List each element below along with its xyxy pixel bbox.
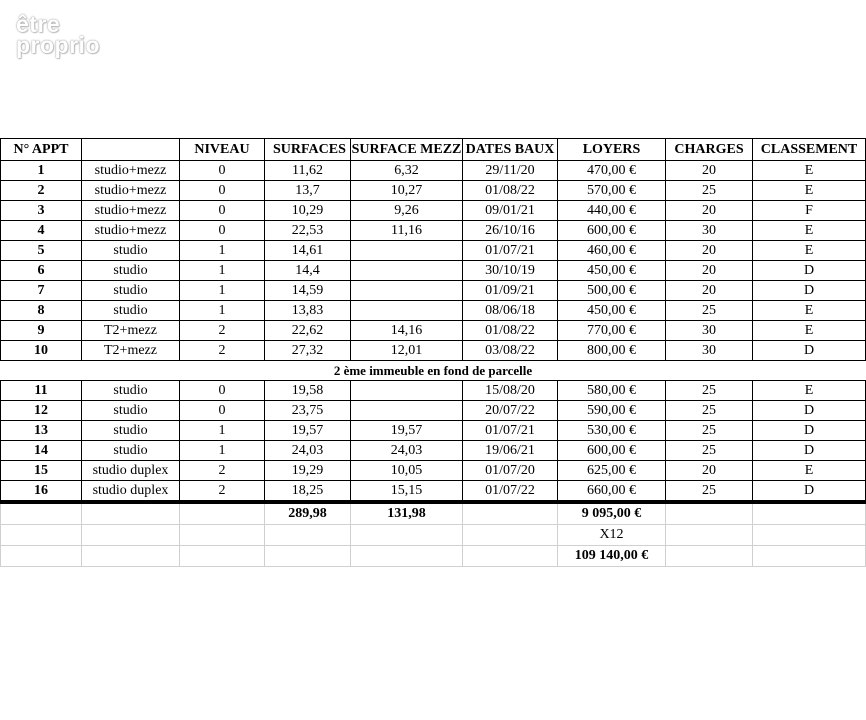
total-surface-mezz[interactable]: 131,98 — [351, 502, 463, 525]
cell-surface-mezz[interactable] — [351, 381, 463, 401]
cell-charges[interactable]: 25 — [666, 301, 753, 321]
cell-charges[interactable]: 20 — [666, 261, 753, 281]
cell-type[interactable]: studio+mezz — [82, 161, 180, 181]
cell-loyer[interactable]: 800,00 € — [558, 341, 666, 361]
cell-niveau[interactable]: 0 — [180, 381, 265, 401]
cell-appt-number[interactable]: 13 — [1, 421, 82, 441]
cell-surface[interactable]: 19,58 — [265, 381, 351, 401]
cell-loyer[interactable]: 450,00 € — [558, 301, 666, 321]
table-row — [1, 421, 866, 441]
table-row — [1, 481, 866, 503]
empty-cell[interactable] — [1, 502, 82, 525]
table-row — [1, 181, 866, 201]
cell-classement[interactable]: D — [753, 341, 866, 361]
cell-type[interactable]: studio+mezz — [82, 221, 180, 241]
cell-surface[interactable]: 13,7 — [265, 181, 351, 201]
cell-appt-number[interactable]: 8 — [1, 301, 82, 321]
cell-appt-number[interactable]: 2 — [1, 181, 82, 201]
cell-type[interactable]: studio — [82, 441, 180, 461]
cell-charges[interactable]: 25 — [666, 381, 753, 401]
cell-surface[interactable]: 27,32 — [265, 341, 351, 361]
cell-surface-mezz[interactable] — [351, 401, 463, 421]
cell-type[interactable]: studio — [82, 381, 180, 401]
cell-charges[interactable]: 20 — [666, 201, 753, 221]
cell-surface-mezz[interactable]: 24,03 — [351, 441, 463, 461]
cell-date-bail[interactable]: 08/06/18 — [463, 301, 558, 321]
cell-loyer[interactable]: 500,00 € — [558, 281, 666, 301]
table-row — [1, 461, 866, 481]
cell-surface-mezz[interactable] — [351, 281, 463, 301]
table-row — [1, 301, 866, 321]
cell-appt-number[interactable]: 5 — [1, 241, 82, 261]
annual-total-row — [1, 546, 866, 567]
header-type — [82, 139, 180, 161]
cell-classement[interactable]: E — [753, 301, 866, 321]
cell-date-bail[interactable]: 01/07/21 — [463, 421, 558, 441]
table-row — [1, 161, 866, 181]
total-loyer[interactable]: X12 — [558, 525, 666, 546]
empty-cell[interactable] — [82, 525, 180, 546]
cell-charges[interactable]: 20 — [666, 461, 753, 481]
cell-loyer[interactable]: 440,00 € — [558, 201, 666, 221]
cell-date-bail[interactable]: 09/01/21 — [463, 201, 558, 221]
empty-cell[interactable] — [180, 546, 265, 567]
table-row — [1, 321, 866, 341]
cell-surface[interactable]: 22,53 — [265, 221, 351, 241]
logo-line-2: proprio — [16, 32, 100, 58]
cell-date-bail[interactable]: 15/08/20 — [463, 381, 558, 401]
cell-appt-number[interactable]: 7 — [1, 281, 82, 301]
cell-type[interactable]: T2+mezz — [82, 341, 180, 361]
cell-type[interactable]: studio — [82, 421, 180, 441]
cell-surface[interactable]: 13,83 — [265, 301, 351, 321]
cell-niveau[interactable]: 1 — [180, 261, 265, 281]
total-loyer[interactable]: 9 095,00 € — [558, 502, 666, 525]
empty-cell[interactable] — [180, 502, 265, 525]
header-niveau: NIVEAU — [180, 139, 265, 161]
cell-classement[interactable]: E — [753, 221, 866, 241]
cell-surface[interactable]: 19,57 — [265, 421, 351, 441]
cell-surface-mezz[interactable]: 11,16 — [351, 221, 463, 241]
cell-date-bail[interactable]: 30/10/19 — [463, 261, 558, 281]
cell-niveau[interactable]: 2 — [180, 321, 265, 341]
cell-appt-number[interactable]: 15 — [1, 461, 82, 481]
empty-cell[interactable] — [666, 502, 753, 525]
table-row — [1, 201, 866, 221]
cell-classement[interactable]: D — [753, 401, 866, 421]
empty-cell[interactable] — [82, 546, 180, 567]
cell-surface[interactable]: 22,62 — [265, 321, 351, 341]
empty-cell[interactable] — [351, 546, 463, 567]
table-row — [1, 381, 866, 401]
cell-niveau[interactable]: 1 — [180, 241, 265, 261]
cell-classement[interactable]: D — [753, 281, 866, 301]
empty-cell[interactable] — [753, 525, 866, 546]
table-row — [1, 261, 866, 281]
cell-appt-number[interactable]: 10 — [1, 341, 82, 361]
total-surface[interactable]: 289,98 — [265, 502, 351, 525]
cell-appt-number[interactable]: 6 — [1, 261, 82, 281]
cell-date-bail[interactable]: 01/07/21 — [463, 241, 558, 261]
cell-loyer[interactable]: 460,00 € — [558, 241, 666, 261]
cell-date-bail[interactable]: 01/08/22 — [463, 181, 558, 201]
cell-surface-mezz[interactable] — [351, 301, 463, 321]
empty-cell[interactable] — [753, 502, 866, 525]
cell-charges[interactable]: 20 — [666, 281, 753, 301]
cell-classement[interactable]: E — [753, 461, 866, 481]
table-row — [1, 241, 866, 261]
cell-appt-number[interactable]: 4 — [1, 221, 82, 241]
cell-appt-number[interactable]: 14 — [1, 441, 82, 461]
section-title: 2 ème immeuble en fond de parcelle — [1, 361, 866, 381]
cell-date-bail[interactable]: 26/10/16 — [463, 221, 558, 241]
cell-date-bail[interactable]: 01/07/20 — [463, 461, 558, 481]
cell-classement[interactable]: F — [753, 201, 866, 221]
cell-loyer[interactable]: 590,00 € — [558, 401, 666, 421]
cell-loyer[interactable]: 600,00 € — [558, 221, 666, 241]
cell-charges[interactable]: 30 — [666, 321, 753, 341]
cell-surface[interactable]: 10,29 — [265, 201, 351, 221]
cell-classement[interactable]: E — [753, 181, 866, 201]
cell-charges[interactable]: 25 — [666, 401, 753, 421]
cell-type[interactable]: studio+mezz — [82, 181, 180, 201]
cell-loyer[interactable]: 600,00 € — [558, 441, 666, 461]
cell-appt-number[interactable]: 12 — [1, 401, 82, 421]
cell-surface[interactable]: 24,03 — [265, 441, 351, 461]
empty-cell[interactable] — [463, 502, 558, 525]
cell-classement[interactable]: D — [753, 261, 866, 281]
totals-row — [1, 502, 866, 525]
empty-cell[interactable] — [666, 525, 753, 546]
header-appt-number: N° APPT — [1, 139, 82, 161]
cell-niveau[interactable]: 1 — [180, 421, 265, 441]
cell-surface-mezz[interactable] — [351, 261, 463, 281]
table-row — [1, 441, 866, 461]
empty-cell[interactable] — [82, 502, 180, 525]
cell-loyer[interactable]: 660,00 € — [558, 481, 666, 503]
table-row — [1, 281, 866, 301]
cell-date-bail[interactable]: 01/09/21 — [463, 281, 558, 301]
cell-charges[interactable]: 30 — [666, 341, 753, 361]
empty-cell[interactable] — [666, 546, 753, 567]
cell-niveau[interactable]: 1 — [180, 281, 265, 301]
empty-cell[interactable] — [463, 546, 558, 567]
cell-loyer[interactable]: 450,00 € — [558, 261, 666, 281]
cell-classement[interactable]: E — [753, 321, 866, 341]
cell-niveau[interactable]: 0 — [180, 401, 265, 421]
cell-niveau[interactable]: 0 — [180, 201, 265, 221]
empty-cell[interactable] — [265, 546, 351, 567]
header-loyer: LOYERS — [558, 139, 666, 161]
etre-proprio-logo — [16, 11, 100, 58]
cell-loyer[interactable]: 580,00 € — [558, 381, 666, 401]
cell-charges[interactable]: 25 — [666, 441, 753, 461]
cell-type[interactable]: studio — [82, 301, 180, 321]
cell-niveau[interactable]: 0 — [180, 181, 265, 201]
cell-type[interactable]: studio — [82, 401, 180, 421]
cell-niveau[interactable]: 0 — [180, 221, 265, 241]
cell-classement[interactable]: E — [753, 161, 866, 181]
table-row — [1, 341, 866, 361]
apartments-table — [0, 138, 866, 567]
cell-classement[interactable]: E — [753, 381, 866, 401]
cell-appt-number[interactable]: 11 — [1, 381, 82, 401]
cell-surface-mezz[interactable]: 12,01 — [351, 341, 463, 361]
cell-charges[interactable]: 20 — [666, 241, 753, 261]
empty-cell[interactable] — [753, 546, 866, 567]
cell-surface-mezz[interactable]: 14,16 — [351, 321, 463, 341]
empty-cell[interactable] — [351, 525, 463, 546]
logo-line-1: être — [16, 11, 61, 37]
cell-surface-mezz[interactable]: 10,05 — [351, 461, 463, 481]
cell-loyer[interactable]: 570,00 € — [558, 181, 666, 201]
cell-surface[interactable]: 14,61 — [265, 241, 351, 261]
cell-loyer[interactable]: 530,00 € — [558, 421, 666, 441]
cell-surface[interactable]: 18,25 — [265, 481, 351, 503]
empty-cell[interactable] — [180, 525, 265, 546]
cell-surface[interactable]: 11,62 — [265, 161, 351, 181]
cell-type[interactable]: studio duplex — [82, 481, 180, 503]
cell-surface[interactable]: 19,29 — [265, 461, 351, 481]
cell-classement[interactable]: E — [753, 241, 866, 261]
cell-surface-mezz[interactable]: 9,26 — [351, 201, 463, 221]
header-surface: SURFACES — [265, 139, 351, 161]
cell-charges[interactable]: 30 — [666, 221, 753, 241]
cell-surface[interactable]: 14,59 — [265, 281, 351, 301]
cell-niveau[interactable]: 2 — [180, 341, 265, 361]
cell-type[interactable]: T2+mezz — [82, 321, 180, 341]
cell-type[interactable]: studio+mezz — [82, 201, 180, 221]
cell-niveau[interactable]: 1 — [180, 301, 265, 321]
cell-niveau[interactable]: 2 — [180, 481, 265, 503]
empty-cell[interactable] — [265, 525, 351, 546]
cell-surface-mezz[interactable] — [351, 241, 463, 261]
cell-appt-number[interactable]: 3 — [1, 201, 82, 221]
cell-loyer[interactable]: 470,00 € — [558, 161, 666, 181]
cell-surface-mezz[interactable]: 6,32 — [351, 161, 463, 181]
cell-charges[interactable]: 25 — [666, 481, 753, 503]
cell-charges[interactable]: 20 — [666, 161, 753, 181]
header-charges: CHARGES — [666, 139, 753, 161]
cell-date-bail[interactable]: 01/07/22 — [463, 481, 558, 503]
cell-date-bail[interactable]: 01/08/22 — [463, 321, 558, 341]
cell-type[interactable]: studio — [82, 241, 180, 261]
cell-appt-number[interactable]: 16 — [1, 481, 82, 503]
header-surface-mezz: SURFACE MEZZ — [351, 139, 463, 161]
multiplier-row — [1, 525, 866, 546]
table-row — [1, 221, 866, 241]
header-classement: CLASSEMENT — [753, 139, 866, 161]
spreadsheet — [0, 138, 858, 578]
cell-appt-number[interactable]: 9 — [1, 321, 82, 341]
section-row — [1, 361, 866, 381]
cell-surface[interactable]: 23,75 — [265, 401, 351, 421]
cell-niveau[interactable]: 0 — [180, 161, 265, 181]
cell-type[interactable]: studio duplex — [82, 461, 180, 481]
cell-date-bail[interactable]: 20/07/22 — [463, 401, 558, 421]
cell-surface-mezz[interactable]: 10,27 — [351, 181, 463, 201]
cell-appt-number[interactable]: 1 — [1, 161, 82, 181]
cell-niveau[interactable]: 2 — [180, 461, 265, 481]
empty-cell[interactable] — [1, 546, 82, 567]
header-row — [1, 139, 866, 161]
cell-date-bail[interactable]: 19/06/21 — [463, 441, 558, 461]
cell-surface-mezz[interactable]: 19,57 — [351, 421, 463, 441]
cell-loyer[interactable]: 770,00 € — [558, 321, 666, 341]
empty-cell[interactable] — [463, 525, 558, 546]
cell-charges[interactable]: 25 — [666, 421, 753, 441]
total-loyer[interactable]: 109 140,00 € — [558, 546, 666, 567]
table-row — [1, 401, 866, 421]
cell-type[interactable]: studio — [82, 281, 180, 301]
cell-loyer[interactable]: 625,00 € — [558, 461, 666, 481]
cell-date-bail[interactable]: 29/11/20 — [463, 161, 558, 181]
cell-surface[interactable]: 14,4 — [265, 261, 351, 281]
cell-niveau[interactable]: 1 — [180, 441, 265, 461]
cell-date-bail[interactable]: 03/08/22 — [463, 341, 558, 361]
cell-type[interactable]: studio — [82, 261, 180, 281]
cell-classement[interactable]: D — [753, 421, 866, 441]
header-date-bail: DATES BAUX — [463, 139, 558, 161]
cell-classement[interactable]: D — [753, 441, 866, 461]
cell-surface-mezz[interactable]: 15,15 — [351, 481, 463, 503]
cell-charges[interactable]: 25 — [666, 181, 753, 201]
cell-classement[interactable]: D — [753, 481, 866, 503]
empty-cell[interactable] — [1, 525, 82, 546]
